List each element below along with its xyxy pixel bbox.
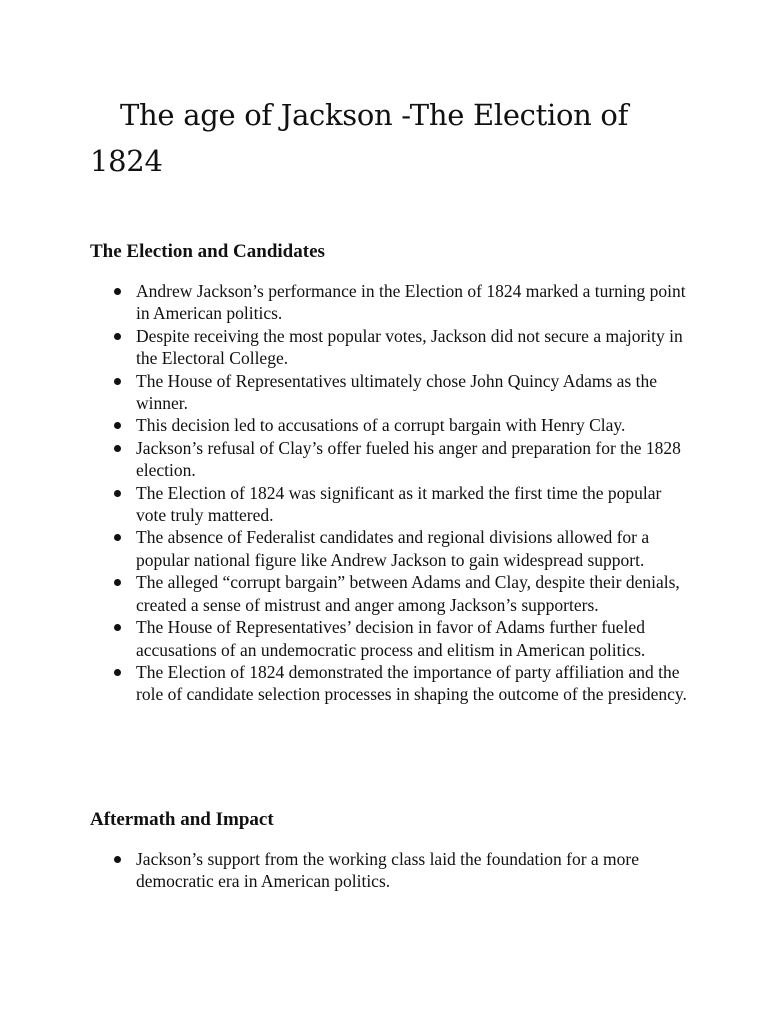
list-item (0, 414, 688, 436)
list-item (0, 571, 688, 616)
list-item-text: The Election of 1824 was significant as it marked the first time the popular vote truly mattered. (136, 482, 662, 526)
bullet-icon (114, 624, 121, 631)
list-item-text: Jackson’s refusal of Clay’s offer fueled his anger and preparation for the 1828 election. (136, 437, 681, 481)
list-item-text: Jackson’s support from the working class laid the foundation for a more democratic era in American politics. (136, 849, 640, 892)
section-heading-election-and-candidates: The Election and Candidates (90, 241, 325, 262)
list-item (0, 616, 688, 661)
list-item (0, 437, 688, 482)
list-item (0, 482, 688, 527)
bullet-icon (114, 422, 121, 429)
list-item-text: The Election of 1824 demonstrated the importance of party affiliation and the role of candidate selection processes in shaping the outcome of the presidency. (136, 661, 687, 705)
section-heading-aftermath-and-impact: Aftermath and Impact (90, 809, 274, 830)
list-item (0, 661, 688, 706)
bullet-icon (114, 445, 121, 452)
list-item-text: The alleged “corrupt bargain” between Adams and Clay, despite their denials, created a sense of mistrust and anger among Jackson’s supporters. (136, 572, 680, 615)
list-item-text: Andrew Jackson’s performance in the Election of 1824 marked a turning point in American politics. (136, 281, 686, 324)
bullet-icon (114, 856, 121, 863)
list-item (0, 370, 688, 415)
bullet-icon (114, 669, 121, 676)
list-item-text: This decision led to accusations of a corrupt bargain with Henry Clay. (136, 415, 626, 436)
bullet-icon (114, 333, 121, 340)
bullet-icon (114, 534, 121, 541)
list-item (0, 280, 688, 325)
list-item-text: Despite receiving the most popular votes, Jackson did not secure a majority in the Electoral College. (136, 325, 683, 369)
list-item (0, 848, 688, 893)
list-item-text: The absence of Federalist candidates and regional divisions allowed for a popular national figure like Andrew Jackson to gain widespread support. (136, 527, 650, 570)
list-item-text: The House of Representatives ultimately chose John Quincy Adams as the winner. (136, 370, 657, 414)
list-item (0, 526, 688, 571)
bullet-icon (114, 288, 121, 295)
bullet-list-election-and-candidates (0, 280, 768, 706)
document-title: The age of Jackson -The Election of 1824 (90, 98, 629, 178)
bullet-icon (114, 378, 121, 385)
list-item-text: The House of Representatives’ decision in favor of Adams further fueled accusations of an undemocratic process and elitism in American politics. (136, 617, 646, 660)
bullet-list-aftermath-and-impact (0, 848, 768, 893)
list-item (0, 325, 688, 370)
bullet-icon (114, 579, 121, 586)
bullet-icon (114, 490, 121, 497)
